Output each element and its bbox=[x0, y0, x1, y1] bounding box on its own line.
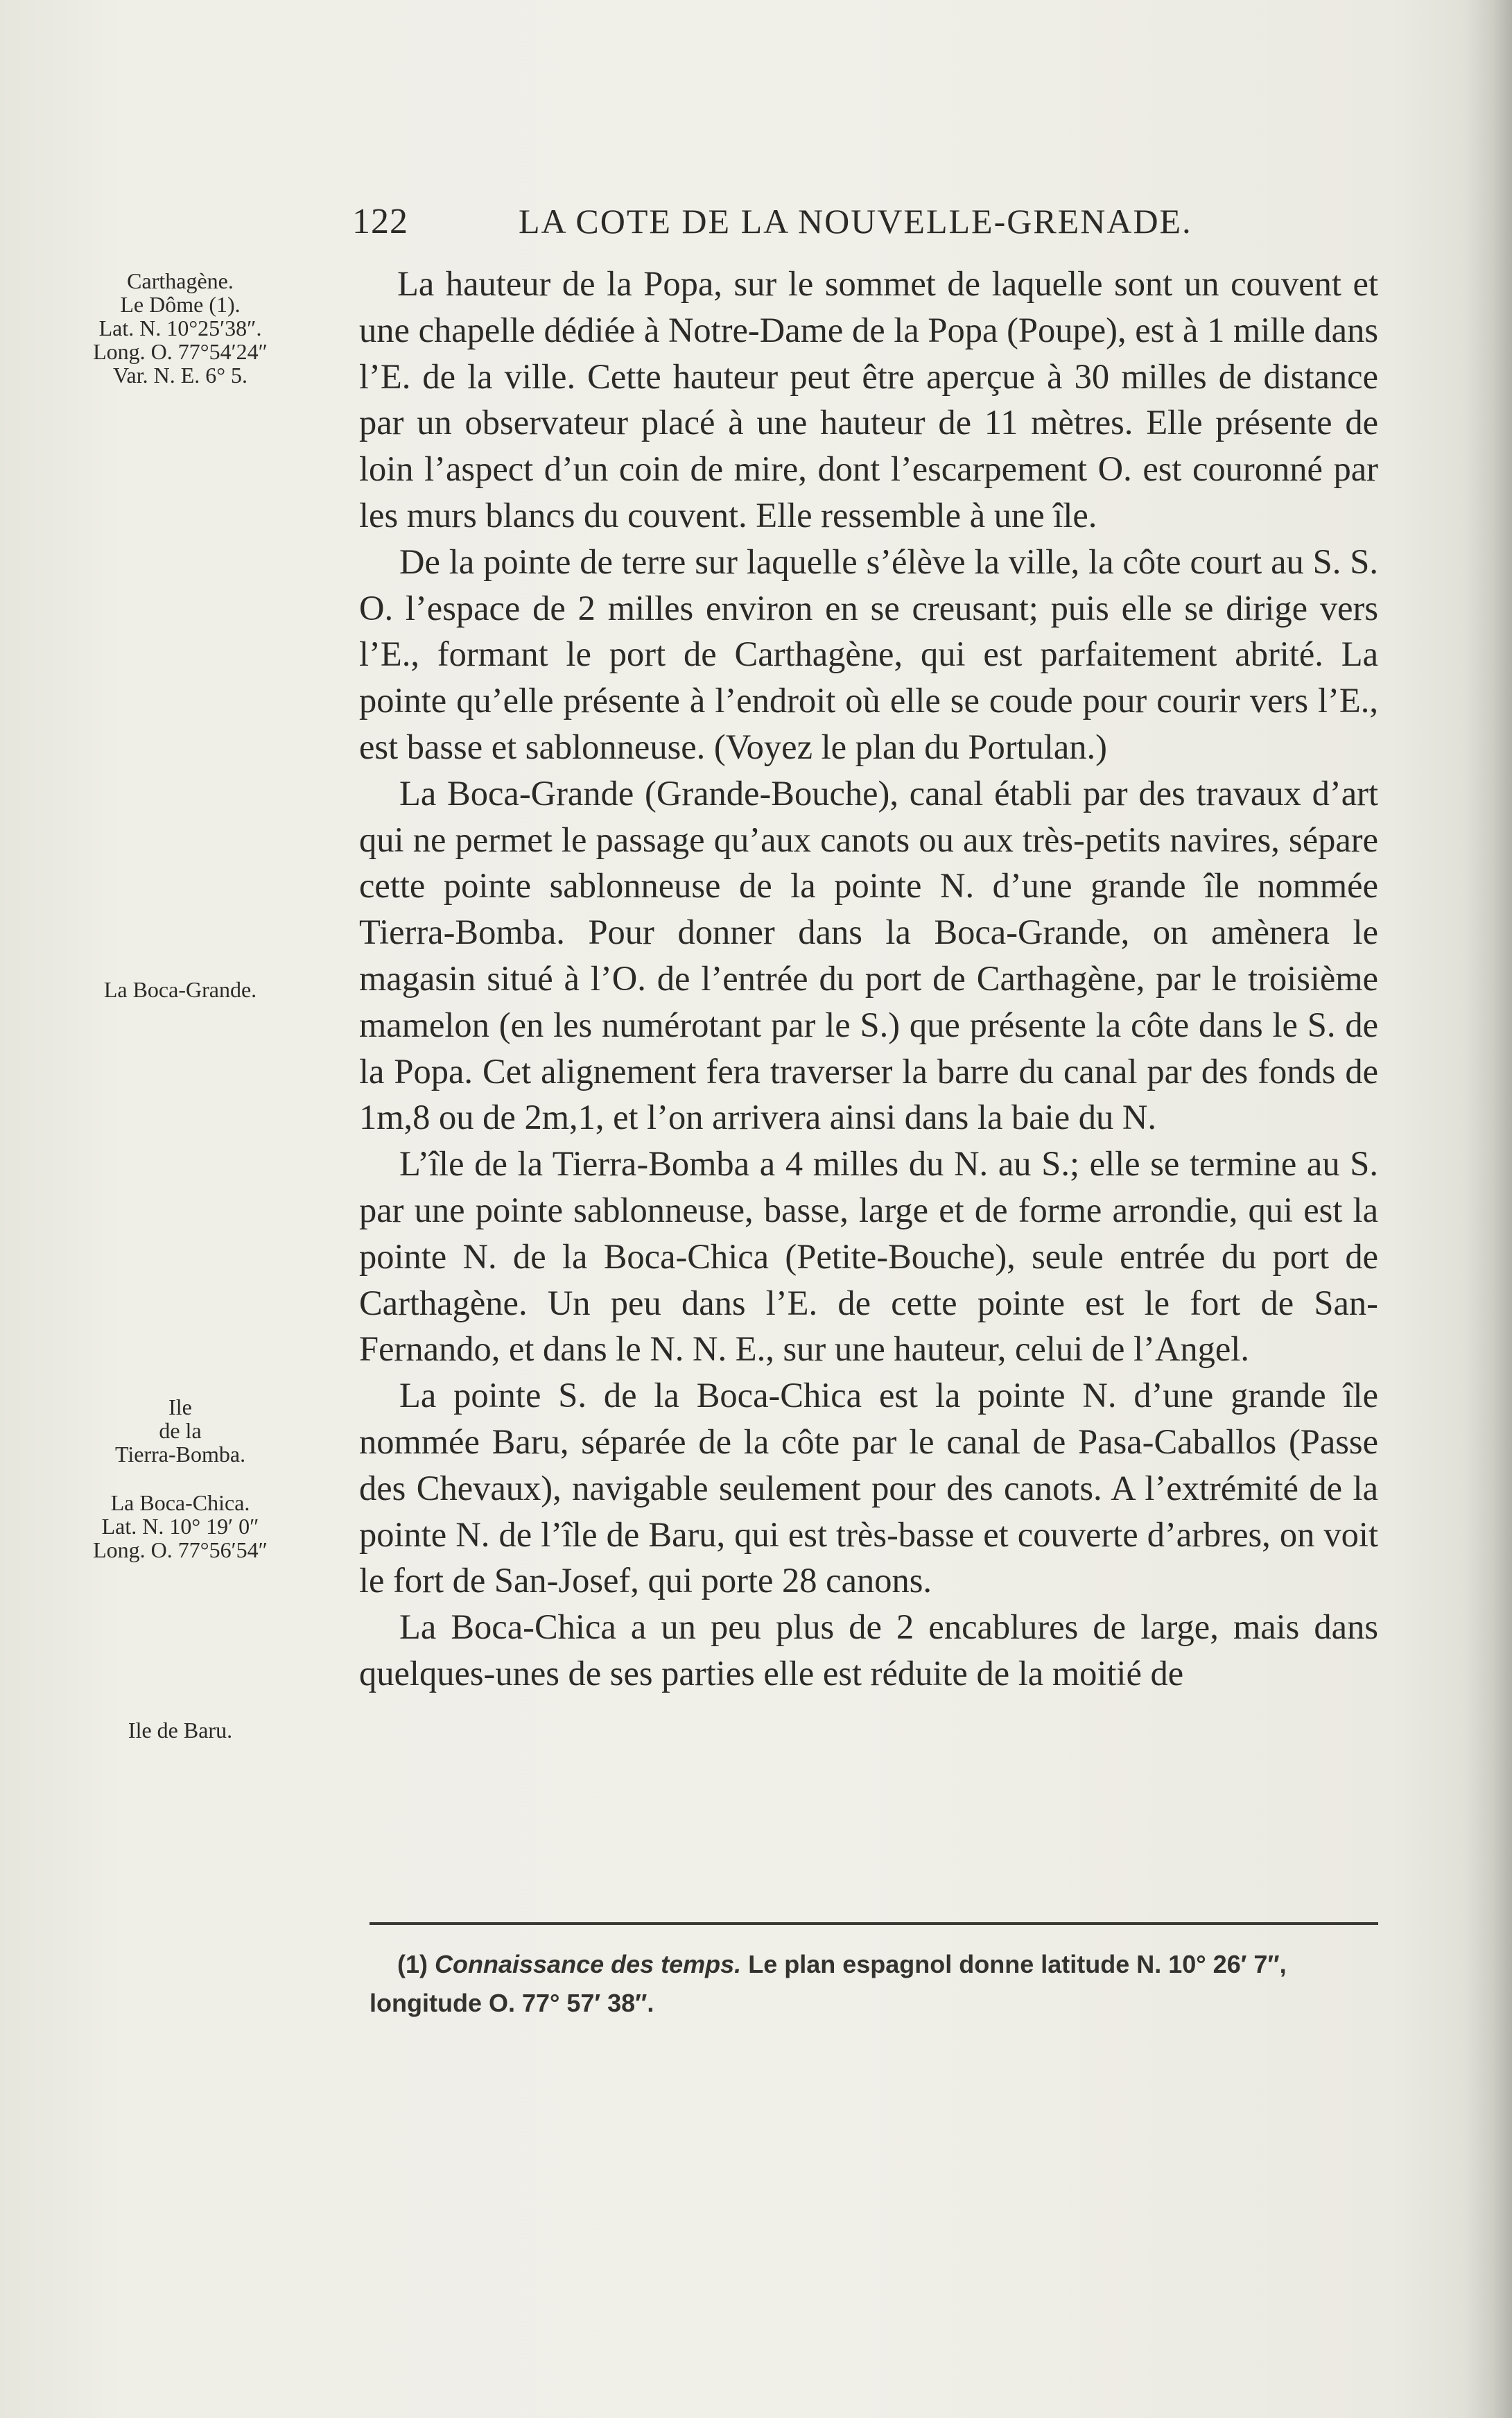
footnote-text: Le plan espagnol donne latitude N. 10° 26′ 7″, longitude O. 77° 57′ 38″. bbox=[370, 1950, 1287, 2017]
margin-note-boca-grande bbox=[35, 978, 326, 1001]
running-title: LA COTE DE LA NOUVELLE-GRENADE. bbox=[519, 202, 1192, 241]
margin-note-line: La Boca-Chica. bbox=[110, 1490, 250, 1515]
paragraph: La Boca-Grande (Grande-Bouche), canal établi par des travaux d’art qui ne permet le passage qu’aux canots ou aux très-petits navires, sépare cette pointe sablonneuse de la pointe N. d’une grande île nommée Tierra-Bomba. Pour donner dans la Boca-Grande, on amènera le magasin situé à l’O. de l’entrée du port de Carthagène, par le troisième mamelon (en les numérotant par le S.) que présente la côte dans le S. de la Popa. Cet alignement fera traverser la barre du canal par des fonds de 1m,8 ou de 2m,1, et l’on arrivera ainsi dans la baie du N. bbox=[359, 773, 1378, 1137]
margin-note-tierra-bomba bbox=[35, 1395, 326, 1466]
page-number: 122 bbox=[352, 202, 408, 241]
main-text bbox=[359, 261, 1378, 1697]
margin-note-line: Long. O. 77°54′24″ bbox=[93, 339, 268, 364]
margin-note-line: Long. O. 77°56′54″ bbox=[93, 1537, 268, 1562]
margin-note-line: Lat. N. 10°25′38″. bbox=[98, 316, 262, 340]
margin-note-line: Lat. N. 10° 19′ 0″ bbox=[101, 1514, 259, 1539]
margin-note-ile-de-baru bbox=[35, 1718, 326, 1742]
paragraph: La hauteur de la Popa, sur le sommet de laquelle sont un couvent et une chapelle dédiée à Notre-Dame de la Popa (Poupe), est à 1 mille dans l’E. de la ville. Cette hauteur peut être aperçue à 30 milles de distance par un observateur placé à une hauteur de 11 mètres. Elle présente de loin l’aspect d’un coin de mire, dont l’escarpement O. est couronné par les murs blancs du couvent. Elle ressemble à une île. bbox=[359, 264, 1378, 535]
footnote-marker: (1) bbox=[397, 1950, 428, 1978]
paragraph: La pointe S. de la Boca-Chica est la pointe N. d’une grande île nommée Baru, séparée de la côte par le canal de Pasa-Caballos (Passe des Chevaux), navigable seulement pour des canots. A l’extrémité de la pointe N. de l’île de Baru, qui est très-basse et couverte d’arbres, on voit le fort de San-Josef, qui porte 28 canons. bbox=[359, 1376, 1378, 1600]
margin-note-line: Le Dôme (1). bbox=[120, 292, 241, 317]
page-edge-shadow bbox=[1463, 0, 1512, 2418]
footnote-source: Connaissance des temps. bbox=[435, 1950, 742, 1978]
margin-note-line: Var. N. E. 6° 5. bbox=[112, 363, 248, 388]
margin-note-line: La Boca-Grande. bbox=[103, 977, 257, 1002]
margin-note-line: de la bbox=[159, 1418, 202, 1443]
margin-note-boca-chica bbox=[35, 1491, 326, 1562]
footnote-rule bbox=[370, 1922, 1378, 1925]
margin-note-line: Carthagène. bbox=[127, 268, 234, 293]
paragraph: De la pointe de terre sur laquelle s’élève la ville, la côte court au S. S. O. l’espace de 2 milles environ en se creusant; puis elle se dirige vers l’E., formant le port de Carthagène, qui est parfaitement abrité. La pointe qu’elle présente à l’endroit où elle se coude pour courir vers l’E., est basse et sablonneuse. (Voyez le plan du Portulan.) bbox=[359, 542, 1378, 766]
footnote bbox=[370, 1945, 1378, 2023]
paragraph: L’île de la Tierra-Bomba a 4 milles du N. au S.; elle se termine au S. par une pointe sablonneuse, basse, large et de forme arrondie, qui est la pointe N. de la Boca-Chica (Petite-Bouche), seule entrée du port de Carthagène. Un peu dans l’E. de cette pointe est le fort de San-Fernando, et dans le N. N. E., sur une hauteur, celui de l’Angel. bbox=[359, 1144, 1378, 1369]
margin-note-carthagene bbox=[35, 269, 326, 387]
margin-note-line: Tierra-Bomba. bbox=[114, 1442, 246, 1467]
margin-note-line: Ile de Baru. bbox=[128, 1718, 233, 1743]
page-header bbox=[352, 201, 1378, 257]
paragraph: La Boca-Chica a un peu plus de 2 encablures de large, mais dans quelques-unes de ses parties elle est réduite de la moitié de bbox=[359, 1607, 1378, 1693]
margin-note-line: Ile bbox=[168, 1394, 192, 1419]
